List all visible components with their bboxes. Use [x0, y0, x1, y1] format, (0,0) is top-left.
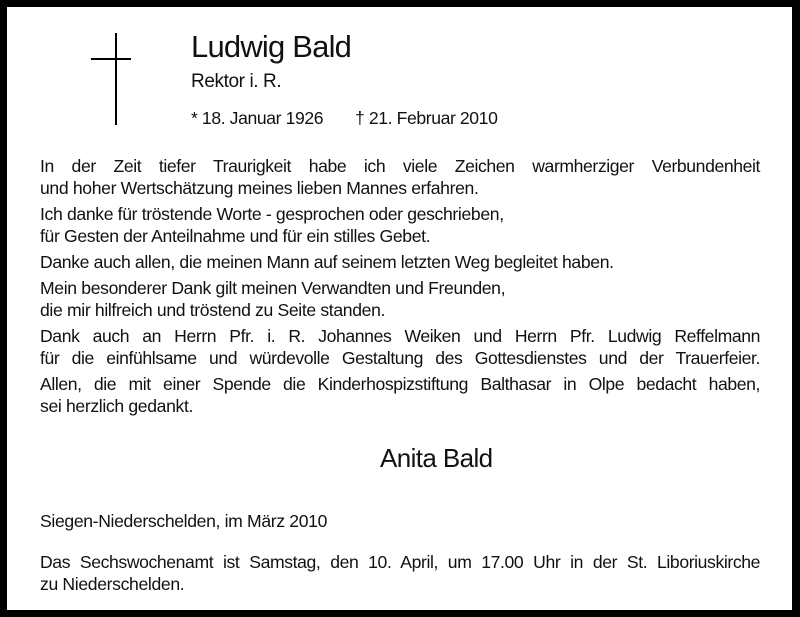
deceased-title: Rektor i. R.	[191, 71, 282, 92]
death-date: † 21. Februar 2010	[355, 108, 498, 128]
body-line: sei herzlich gedankt.	[40, 396, 194, 416]
birth-date: * 18. Januar 1926	[191, 108, 324, 128]
body-line: und hoher Wertschätzung meines lieben Mannes erfahren.	[40, 178, 479, 198]
deceased-name: Ludwig Bald	[191, 29, 352, 64]
notice-line: Das Sechswochenamt ist Samstag, den 10. April, um 17.00 Uhr in der St. Liboriuskirche	[40, 552, 760, 572]
body-line: Danke auch allen, die meinen Mann auf seinem letzten Weg begleitet haben.	[40, 252, 614, 272]
body-line: Dank auch an Herrn Pfr. i. R. Johannes Weiken und Herrn Pfr. Ludwig Reffelmann	[40, 326, 760, 346]
body-line: die mir hilfreich und tröstend zu Seite standen.	[40, 300, 386, 320]
notice-line: zu Niederschelden.	[40, 574, 185, 594]
signature: Anita Bald	[380, 443, 493, 473]
body-line: Mein besonderer Dank gilt meinen Verwandten und Freunden,	[40, 278, 506, 298]
body-line: In der Zeit tiefer Traurigkeit habe ich viele Zeichen warmherziger Verbundenheit	[40, 156, 760, 176]
body-line: Allen, die mit einer Spende die Kinderhospizstiftung Balthasar in Olpe bedacht haben,	[40, 374, 760, 394]
place-date: Siegen-Niederschelden, im März 2010	[40, 511, 327, 531]
body-line: Ich danke für tröstende Worte - gesprochen oder geschrieben,	[40, 204, 504, 224]
cross-icon-bar	[91, 58, 131, 60]
body-line: für Gesten der Anteilnahme und für ein stilles Gebet.	[40, 226, 431, 246]
obituary-card	[7, 7, 792, 610]
cross-icon	[115, 33, 117, 125]
body-line: für die einfühlsame und würdevolle Gestaltung des Gottesdienstes und der Trauerfeier.	[40, 348, 760, 368]
